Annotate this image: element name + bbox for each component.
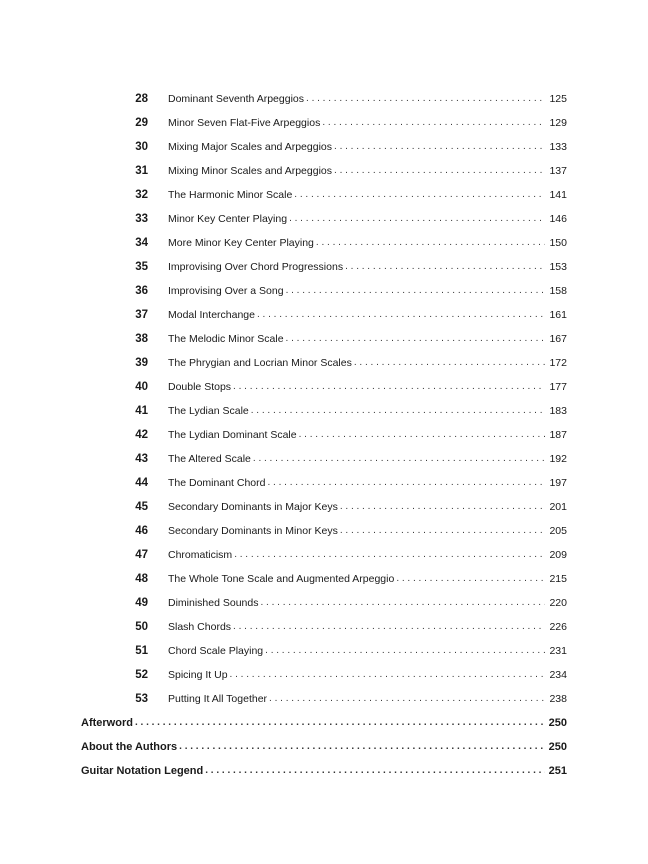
toc-line: [168, 327, 567, 351]
chapter-title: Spicing It Up: [168, 669, 228, 681]
toc-line: [168, 111, 567, 135]
dot-leader: [179, 735, 545, 759]
section-title: About the Authors: [81, 741, 178, 753]
chapter-number: 30: [135, 141, 148, 153]
dot-leader: [257, 303, 545, 327]
toc-line: [168, 87, 567, 111]
page-number: 197: [549, 477, 567, 489]
toc-line: [168, 159, 567, 183]
toc-entry[interactable]: [0, 375, 648, 399]
toc-entry[interactable]: [0, 279, 648, 303]
toc-line: [168, 351, 567, 375]
chapter-title: Secondary Dominants in Major Keys: [168, 501, 338, 513]
toc-entry[interactable]: [0, 519, 648, 543]
page-number: 215: [549, 573, 567, 585]
chapter-title: The Whole Tone Scale and Augmented Arpeggio: [168, 573, 395, 585]
chapter-number: 44: [135, 477, 148, 489]
chapter-title: The Lydian Scale: [168, 405, 249, 417]
page-number: 161: [549, 309, 567, 321]
toc-line: [168, 231, 567, 255]
dot-leader: [294, 183, 545, 207]
page-number: 234: [549, 669, 567, 681]
toc-line: [81, 711, 567, 735]
chapter-title: Slash Chords: [168, 621, 232, 633]
toc-line: [168, 663, 567, 687]
chapter-title: Chromaticism: [168, 549, 233, 561]
dot-leader: [345, 255, 545, 279]
chapter-title: Improvising Over a Song: [168, 285, 284, 297]
page-number: 129: [549, 117, 567, 129]
toc-entry[interactable]: [0, 207, 648, 231]
chapter-number: 46: [135, 525, 148, 537]
dot-leader: [135, 711, 545, 735]
chapter-number: 39: [135, 357, 148, 369]
toc-line: [168, 423, 567, 447]
chapter-title: Mixing Minor Scales and Arpeggios: [168, 165, 333, 177]
dot-leader: [322, 111, 545, 135]
page-number: 137: [549, 165, 567, 177]
chapter-number: 53: [135, 693, 148, 705]
page-number: 146: [549, 213, 567, 225]
page-number: 167: [549, 333, 567, 345]
chapter-number: 52: [135, 669, 148, 681]
chapter-title: The Lydian Dominant Scale: [168, 429, 297, 441]
toc-entry[interactable]: [0, 183, 648, 207]
dot-leader: [334, 159, 545, 183]
toc-entry-back-matter[interactable]: [0, 711, 648, 735]
dot-leader: [334, 135, 545, 159]
chapter-number: 34: [135, 237, 148, 249]
page-number: 250: [548, 717, 567, 729]
page-number: 141: [549, 189, 567, 201]
toc-entry[interactable]: [0, 423, 648, 447]
dot-leader: [234, 543, 545, 567]
dot-leader: [396, 567, 545, 591]
dot-leader: [251, 399, 546, 423]
toc-line: [81, 735, 567, 759]
toc-entry[interactable]: [0, 399, 648, 423]
toc-line: [168, 567, 567, 591]
toc-entry-back-matter[interactable]: [0, 759, 648, 783]
chapter-title: Secondary Dominants in Minor Keys: [168, 525, 338, 537]
page-number: 177: [549, 381, 567, 393]
toc-line: [168, 591, 567, 615]
dot-leader: [267, 471, 545, 495]
chapter-number: 49: [135, 597, 148, 609]
chapter-number: 50: [135, 621, 148, 633]
toc-entry[interactable]: [0, 231, 648, 255]
chapter-title: Chord Scale Playing: [168, 645, 264, 657]
section-title: Guitar Notation Legend: [81, 765, 204, 777]
dot-leader: [289, 207, 545, 231]
chapter-number: 41: [135, 405, 148, 417]
toc-entry[interactable]: [0, 567, 648, 591]
chapter-title: Double Stops: [168, 381, 232, 393]
page-number: 192: [549, 453, 567, 465]
toc-entry[interactable]: [0, 111, 648, 135]
toc-entry[interactable]: [0, 351, 648, 375]
chapter-number: 40: [135, 381, 148, 393]
dot-leader: [265, 639, 545, 663]
toc-entry[interactable]: [0, 303, 648, 327]
chapter-number: 33: [135, 213, 148, 225]
toc-line: [168, 279, 567, 303]
toc-line: [168, 207, 567, 231]
chapter-title: Minor Key Center Playing: [168, 213, 288, 225]
chapter-number: 37: [135, 309, 148, 321]
page-number: 251: [548, 765, 567, 777]
dot-leader: [205, 759, 544, 783]
dot-leader: [340, 519, 546, 543]
page-number: 205: [549, 525, 567, 537]
page-number: 158: [549, 285, 567, 297]
chapter-number: 29: [135, 117, 148, 129]
toc-entry[interactable]: [0, 471, 648, 495]
toc-line: [168, 519, 567, 543]
chapter-number: 51: [135, 645, 148, 657]
chapter-title: Improvising Over Chord Progressions: [168, 261, 344, 273]
toc-entry[interactable]: [0, 591, 648, 615]
chapter-number: 28: [135, 93, 148, 105]
page-number: 238: [549, 693, 567, 705]
dot-leader: [253, 447, 546, 471]
toc-line: [168, 471, 567, 495]
chapter-number: 42: [135, 429, 148, 441]
toc-line: [81, 759, 567, 783]
chapter-title: Putting It All Together: [168, 693, 268, 705]
toc-entry[interactable]: [0, 495, 648, 519]
dot-leader: [230, 663, 546, 687]
chapter-number: 45: [135, 501, 148, 513]
toc-line: [168, 375, 567, 399]
page-number: 250: [548, 741, 567, 753]
chapter-title: Mixing Major Scales and Arpeggios: [168, 141, 333, 153]
dot-leader: [299, 423, 546, 447]
dot-leader: [233, 375, 545, 399]
dot-leader: [316, 231, 546, 255]
chapter-number: 35: [135, 261, 148, 273]
chapter-number: 32: [135, 189, 148, 201]
toc-line: [168, 495, 567, 519]
toc-line: [168, 303, 567, 327]
chapter-title: The Harmonic Minor Scale: [168, 189, 293, 201]
page-number: 231: [549, 645, 567, 657]
chapter-title: More Minor Key Center Playing: [168, 237, 314, 249]
toc-entry[interactable]: [0, 159, 648, 183]
dot-leader: [269, 687, 545, 711]
dot-leader: [286, 327, 546, 351]
page-number: 125: [549, 93, 567, 105]
toc-entry[interactable]: [0, 255, 648, 279]
toc-line: [168, 135, 567, 159]
chapter-number: 48: [135, 573, 148, 585]
page-number: 187: [549, 429, 567, 441]
toc-entry[interactable]: [0, 87, 648, 111]
dot-leader: [260, 591, 545, 615]
chapter-number: 43: [135, 453, 148, 465]
toc-entry[interactable]: [0, 663, 648, 687]
toc-entry[interactable]: [0, 639, 648, 663]
toc-line: [168, 255, 567, 279]
chapter-title: The Altered Scale: [168, 453, 251, 465]
toc-entry[interactable]: [0, 687, 648, 711]
page-number: 150: [549, 237, 567, 249]
page-number: 172: [549, 357, 567, 369]
chapter-title: Dominant Seventh Arpeggios: [168, 93, 305, 105]
dot-leader: [354, 351, 546, 375]
page-number: 153: [549, 261, 567, 273]
toc-line: [168, 639, 567, 663]
toc-entry[interactable]: [0, 135, 648, 159]
dot-leader: [340, 495, 546, 519]
dot-leader: [286, 279, 546, 303]
toc-line: [168, 615, 567, 639]
chapter-title: Modal Interchange: [168, 309, 255, 321]
dot-leader: [233, 615, 545, 639]
chapter-title: Minor Seven Flat-Five Arpeggios: [168, 117, 321, 129]
toc-line: [168, 447, 567, 471]
chapter-title: Diminished Sounds: [168, 597, 259, 609]
toc-entry[interactable]: [0, 615, 648, 639]
chapter-title: The Melodic Minor Scale: [168, 333, 284, 345]
toc-entry-back-matter[interactable]: [0, 735, 648, 759]
page-number: 183: [549, 405, 567, 417]
page-number: 133: [549, 141, 567, 153]
chapter-title: The Dominant Chord: [168, 477, 266, 489]
chapter-title: The Phrygian and Locrian Minor Scales: [168, 357, 352, 369]
toc-line: [168, 399, 567, 423]
page-number: 209: [549, 549, 567, 561]
page-number: 220: [549, 597, 567, 609]
chapter-number: 38: [135, 333, 148, 345]
toc-entry[interactable]: [0, 327, 648, 351]
chapter-number: 47: [135, 549, 148, 561]
chapter-number: 36: [135, 285, 148, 297]
toc-entry[interactable]: [0, 447, 648, 471]
dot-leader: [306, 87, 545, 111]
chapter-number: 31: [135, 165, 148, 177]
section-title: Afterword: [81, 717, 133, 729]
toc-line: [168, 183, 567, 207]
page-number: 201: [549, 501, 567, 513]
page-number: 226: [549, 621, 567, 633]
toc-line: [168, 543, 567, 567]
toc-line: [168, 687, 567, 711]
toc-entry[interactable]: [0, 543, 648, 567]
